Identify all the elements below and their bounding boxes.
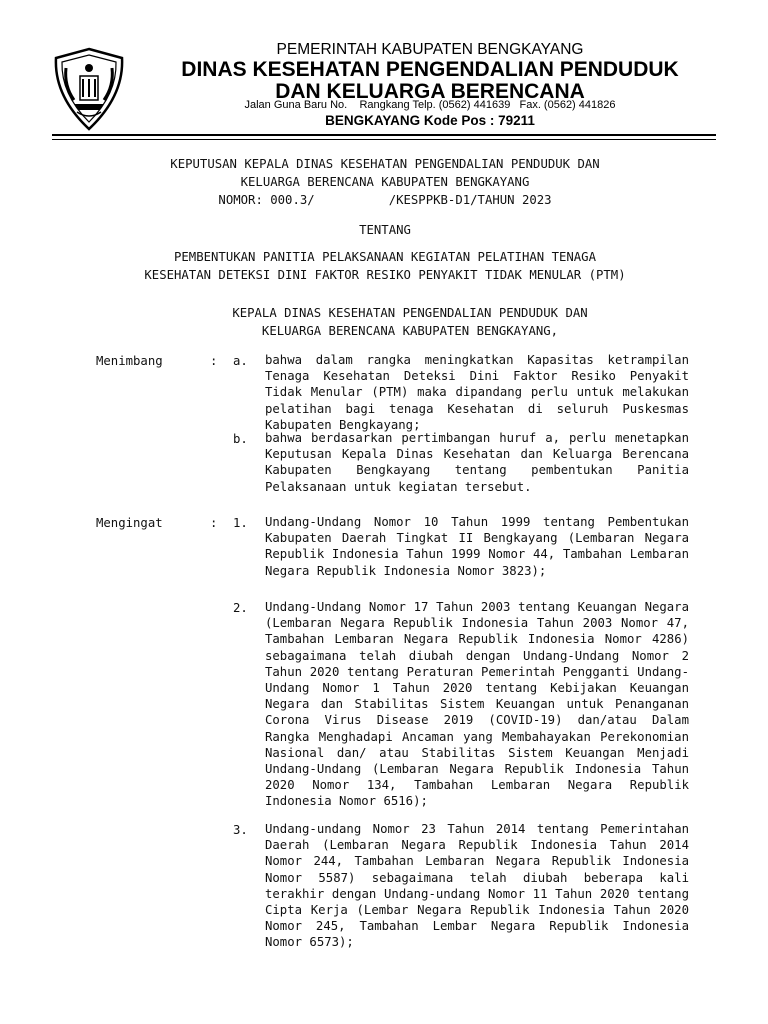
decree-title-line2: KELUARGA BERENCANA KABUPATEN BENGKAYANG [240,175,530,189]
decree-title [60,155,710,209]
menimbang-item-a-text: bahwa dalam rangka meningkatkan Kapasitas ketrampilan Tenaga Kesehatan Deteksi Dini Faktor Resiko Penyakit Tidak Menular (PTM) maka dipandang perlu untuk melakukan pelatihan bagi tenaga Kesehatan di seluruh Puskesmas Kabupaten Bengkayang; [265,353,689,432]
menimbang-colon: : [210,354,218,368]
header-office-name-line2: DAN KELUARGA BERENCANA [275,80,585,103]
official-title-line2: KELUARGA BERENCANA KABUPATEN BENGKAYANG, [261,324,559,338]
letterhead-divider-thin [52,139,716,140]
mengingat-colon: : [210,516,218,530]
header-postal-code: BENGKAYANG Kode Pos : 79211 [325,113,535,128]
mengingat-item-2-marker: 2. [233,601,248,615]
decree-number: NOMOR: 000.3/ /KESPPKB-D1/TAHUN 2023 [218,193,552,207]
mengingat-item-1-text: Undang-Undang Nomor 10 Tahun 1999 tentang Pembentukan Kabupaten Daerah Tingkat II Bengkayang (Lembaran Negara Republik Indonesia Tahun 1999 Nomor 44, Tambahan Lembaran Negara Republik Indonesia Nomor 3823); [265,515,689,578]
decree-title-line1: KEPUTUSAN KEPALA DINAS KESEHATAN PENGENDALIAN PENDUDUK DAN [170,157,600,171]
mengingat-item-2-text: Undang-Undang Nomor 17 Tahun 2003 tentang Keuangan Negara (Lembaran Negara Republik Indonesia Tahun 2003 Nomor 47, Tambahan Lembaran Negara Republik Indonesia Nomor 4286) sebagaimana telah diubah dengan Undang-Undang Nomor 2 Tahun 2020 tentang Peraturan Pemerintah Pengganti Undang-Undang Nomor 1 Tahun 2020 tentang Kebijakan Keuangan Negara dan Stabilitas Sistem Keuangan untuk Penanganan Corona Virus Disease 2019 (COVID-19) dan/atau Dalam Rangka Menghadapi Ancaman yang Membahayakan Perekonomian Nasional dan/ atau Stabilitas Sistem Keuangan Menjadi Undang-Undang (Lembaran Negara Republik Indonesia Tahun 2020 Nomor 134, Tambahan Lembaran Negara Republik Indonesia Nomor 6516); [265,600,689,809]
menimbang-item-a-marker: a. [233,354,248,368]
mengingat-item-3-text: Undang-undang Nomor 23 Tahun 2014 tentang Pemerintahan Daerah (Lembaran Negara Republik Indonesia Tahun 2014 Nomor 244, Tambahan Lembaran Negara Republik Indonesia Nomor 5587) sebagaimana telah diubah beberapa kali terakhir dengan Undang-undang Nomor 11 Tahun 2020 tentang Cipta Kerja (Lembar Negara Republik Indonesia Tahun 2020 Nomor 245, Tambahan Lembar Negara Republik Indonesia Nomor 6573); [265,822,689,950]
decree-tentang: TENTANG [359,223,411,237]
mengingat-label: Mengingat [96,516,163,530]
decree-subject-line2: KESEHATAN DETEKSI DINI FAKTOR RESIKO PENYAKIT TIDAK MENULAR (PTM) [144,268,626,282]
menimbang-item-b-marker: b. [233,432,248,446]
header-government-name: PEMERINTAH KABUPATEN BENGKAYANG [276,41,584,58]
letterhead-divider-thick [52,134,716,136]
menimbang-item-b-text: bahwa berdasarkan pertimbangan huruf a, perlu menetapkan Keputusan Kepala Dinas Kesehatan dan Keluarga Berencana Kabupaten Bengkayang tentang pembentukan Panitia Pelaksanaan untuk kegiatan tersebut. [265,431,689,494]
official-title-line1: KEPALA DINAS KESEHATAN PENGENDALIAN PENDUDUK DAN [232,306,588,320]
menimbang-label: Menimbang [96,354,163,368]
header-address: Jalan Guna Baru No. Rangkang Telp. (0562) 441639 Fax. (0562) 441826 [244,99,616,111]
mengingat-item-3-marker: 3. [233,823,248,837]
header-office-name-line1: DINAS KESEHATAN PENGENDALIAN PENDUDUK [181,58,679,81]
decree-subject [60,248,710,284]
bengkayang-regency-emblem [52,46,126,132]
official-title [120,304,700,340]
decree-subject-line1: PEMBENTUKAN PANITIA PELAKSANAAN KEGIATAN PELATIHAN TENAGA [174,250,596,264]
mengingat-item-1-marker: 1. [233,516,248,530]
